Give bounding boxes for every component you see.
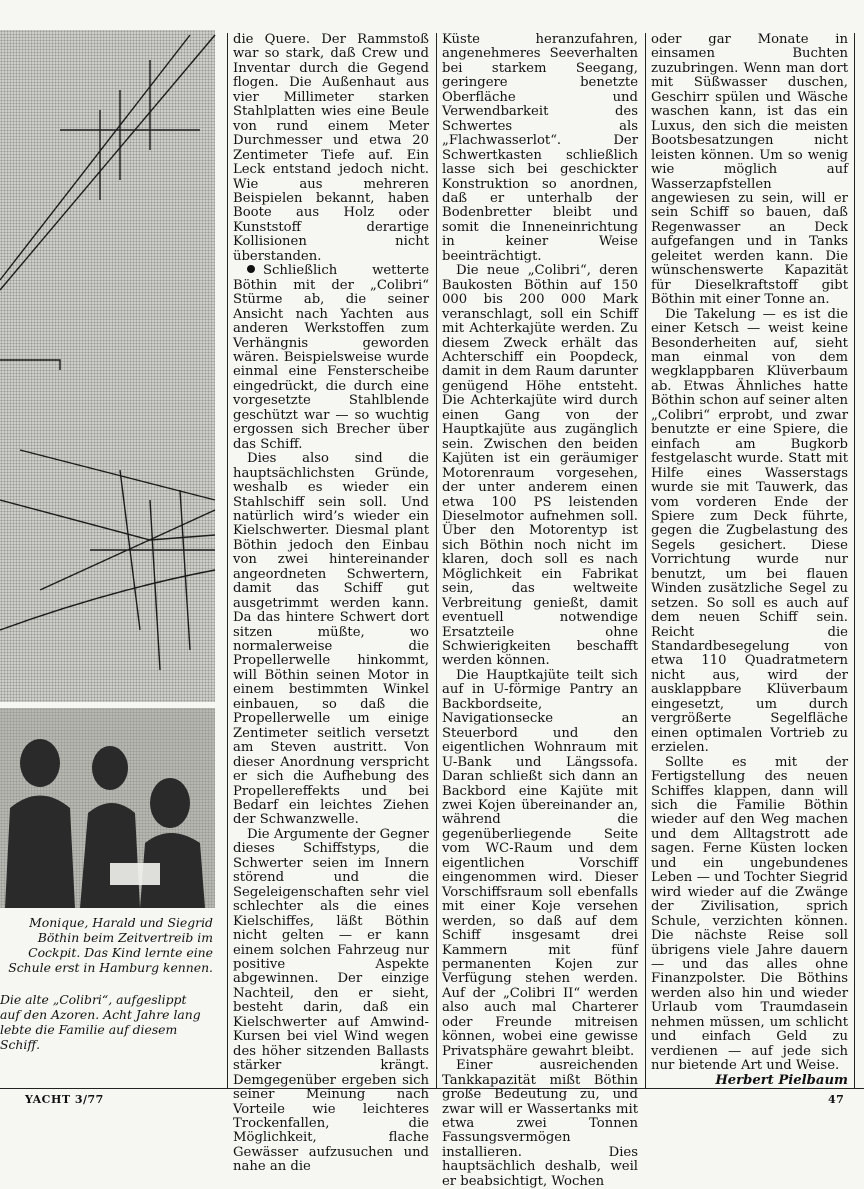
family-silhouettes	[0, 708, 215, 908]
paragraph: Dies also sind die hauptsächlichsten Gründe, weshalb es wieder ein Stahlschiff sein soll. Und natürlich wird’s wieder ein Kielschwerter. Diesmal plant Böthin jedoch den Einbau von zwei hintereinander angeordneten Schwertern, damit das Schiff gut ausgetrimmt werden kann. Da das hintere Schwert dort sitzen müßte, wo normalerweise die Propellerwelle hinkommt, will Böthin seinen Motor in einem bestimmten Winkel einbauen, so daß die Propellerwelle um einige Zentimeter seitlich versetzt am Steven austritt. Von dieser Anordnung verspricht er sich die Aufhebung des Propellereffekts und bei Bedarf ein leichtes Ziehen der Schwanzwelle.	[233, 451, 429, 828]
hull-drawing-photo	[0, 30, 215, 702]
column-rule-3	[645, 33, 646, 1088]
paragraph: Die Takelung — es ist die einer Ketsch — weist keine Besonderheiten auf, sieht man einmal von dem wegklappbaren Klüverbaum ab. Etwas Ähnliches hatte Böthin schon auf seiner alten „Colibri“ erprobt, und zwar benutzte er eine Spiere, die einfach am Bugkorb festgelascht wurde. Statt mit Hilfe eines Wasserstags wurde sie mit Tauwerk, das vom vorderen Ende der Spiere zum Deck führte, gegen die Zugbelastung des Segels gesichert. Diese Vorrichtung wurde nur benutzt, um bei flauen Winden zusätzliche Segel zu setzen. So soll es auch auf dem neuen Schiff sein. Reicht die Standardbesegelung von etwa 110 Quadratmetern nicht aus, wird der ausklappbare Klüverbaum eingesetzt, um durch vergrößerte Segelfläche einen optimalen Vortrieb zu erzielen.	[651, 306, 848, 756]
footer-page-number: 47	[828, 1093, 845, 1106]
article-column-1	[233, 32, 429, 1175]
column-rule-2	[436, 33, 437, 1088]
paragraph: Küste heranzufahren, angenehmeres Seeverhalten bei starkem Seegang, geringere benetzte Oberfläche und Verwendbarkeit des Schwertes als „Flachwasserlot“. Der Schwertkasten schließlich lasse sich bei geschickter Konstruktion so anordnen, daß er unterhalb der Bodenbretter bleibt und somit die Inneneinrichtung in keiner Weise beeinträchtigt.	[442, 32, 638, 264]
hull-lines-drawing	[0, 30, 215, 702]
caption-colibri: Die alte „Colibri“, aufgeslippt auf den Azoren. Acht Jahre lang lebte die Familie auf diesem Schiff.	[0, 992, 201, 1052]
column-rule-1	[227, 33, 228, 1088]
footer-magazine-issue: YACHT 3/77	[25, 1093, 104, 1106]
paragraph: Die Argumente der Gegner dieses Schiffstyps, die Schwerter seien im Innern störend und die Segeleigenschaften sehr viel schlechter als die eines Kielschiffes, läßt Böthin nicht gelten — er kann einem solchen Fahrzeug nur positive Aspekte abgewinnen. Der einzige Nachteil, den er sieht, besteht darin, daß ein Kielschwerter auf Amwind-Kursen bei viel Wind wegen des höher sitzenden Ballasts stärker krängt. Demgegenüber ergeben sich seiner Meinung nach Vorteile wie leichteres Trockenfallen, die Möglichkeit, flache Gewässer aufzusuchen und nahe an die	[233, 826, 429, 1175]
paragraph: Die Hauptkajüte teilt sich auf in U-förmige Pantry an Backbordseite, Navigationsecke an Steuerbord und den eigentlichen Wohnraum mit U-Bank und Längssofa. Daran schließt sich dann an Backbord eine Kajüte mit zwei Kojen übereinander an, während die gegenüberliegende Seite vom WC-Raum und dem eigentlichen Vorschiff eingenommen wird. Dieser Vorschiffsraum soll ebenfalls mit einer Koje versehen werden, so daß auf dem Schiff insgesamt drei Kammern mit fünf permanenten Kojen zur Verfügung stehen werden. Auf der „Colibri II“ werden also auch mal Charterer oder Freunde mitreisen können, wobei eine gewisse Privatsphäre gewahrt bleibt.	[442, 667, 638, 1059]
paragraph: Einer ausreichenden Tankkapazität mißt Böthin große Bedeutung zu, und zwar will er Wassertanks mit etwa zwei Tonnen Fassungsvermögen installieren. Dies hauptsächlich deshalb, weil er beabsichtigt, Wochen	[442, 1058, 638, 1189]
caption-cockpit: Monique, Harald und Siegrid Böthin beim Zeitvertreib im Cockpit. Das Kind lernte eine Schule erst in Hamburg kennen.	[8, 915, 213, 975]
column-rule-4	[854, 33, 855, 1088]
paragraph: die Quere. Der Rammstoß war so stark, daß Crew und Inventar durch die Gegend flogen. Die Außenhaut aus vier Millimeter starken Stahlplatten wies eine Beule von rund einem Meter Durchmesser und etwa 20 Zentimeter Tiefe auf. Ein Leck entstand jedoch nicht. Wie aus mehreren Beispielen bekannt, haben Boote aus Holz oder Kunststoff derartige Kollisionen nicht überstanden.	[233, 32, 429, 264]
bottom-rule	[0, 1088, 864, 1089]
paragraph: Schließlich wetterte Böthin mit der „Colibri“ Stürme ab, die seiner Ansicht nach Yachten aus anderen Werkstoffen zum Verhängnis geworden wären. Beispielsweise wurde einmal eine Fensterscheibe eingedrückt, die durch eine vorgesetzte Stahlblende geschützt war — so wuchtig ergossen sich Brecher über das Schiff.	[233, 263, 429, 452]
bullet-icon	[247, 265, 255, 273]
article-column-3	[651, 33, 848, 1088]
article-column-2	[442, 32, 638, 1189]
family-cockpit-photo	[0, 708, 215, 908]
author-signature: Herbert Pielbaum	[715, 1072, 848, 1088]
paragraph: Sollte es mit der Fertigstellung des neuen Schiffes klappen, dann will sich die Familie Böthin wieder auf den Weg machen und dem Alltagstrott ade sagen. Ferne Küsten locken und ein ungebundenes Leben — und Tochter Siegrid wird wieder auf die Zwänge der Zivilisation, sprich Schule, verzichten können. Die nächste Reise soll übrigens viele Jahre dauern — und das alles ohne Finanzpolster. Die Böthins werden also hin und wieder Urlaub vom Traumdasein nehmen müssen, um schlicht und einfach Geld zu verdienen — auf jede sich nur bietende Art und Weise.	[651, 754, 848, 1074]
paragraph: Die neue „Colibri“, deren Baukosten Böthin auf 150 000 bis 200 000 Mark veranschlagt, soll ein Schiff mit Achterkajüte werden. Zu diesem Zweck erhält das Achterschiff ein Poopdeck, damit in dem Raum darunter genügend Höhe entsteht. Die Achterkajüte wird durch einen Gang von der Hauptkajüte aus zugänglich sein. Zwischen den beiden Kajüten ist ein geräumiger Motorenraum vorgesehen, der unter anderem einen etwa 100 PS leistenden Dieselmotor aufnehmen soll. Über den Motorentyp ist sich Böthin noch nicht im klaren, doch soll es nach Möglichkeit ein Fabrikat sein, das weltweite Verbreitung genießt, damit eventuell notwendige Ersatzteile ohne Schwierigkeiten beschafft werden können.	[442, 263, 638, 669]
paragraph: oder gar Monate in einsamen Buchten zuzubringen. Wenn man dort mit Süßwasser duschen, Geschirr spülen und Wäsche waschen kann, ist das ein Luxus, den sich die meisten Bootsbesatzungen nicht leisten können. Um so wenig wie möglich auf Wasserzapfstellen angewiesen zu sein, will er sein Schiff so bauen, daß Regenwasser an Deck aufgefangen und in Tanks geleitet werden kann. Die wünschenswerte Kapazität für Dieselkraftstoff gibt Böthin mit einer Tonne an.	[651, 32, 848, 308]
